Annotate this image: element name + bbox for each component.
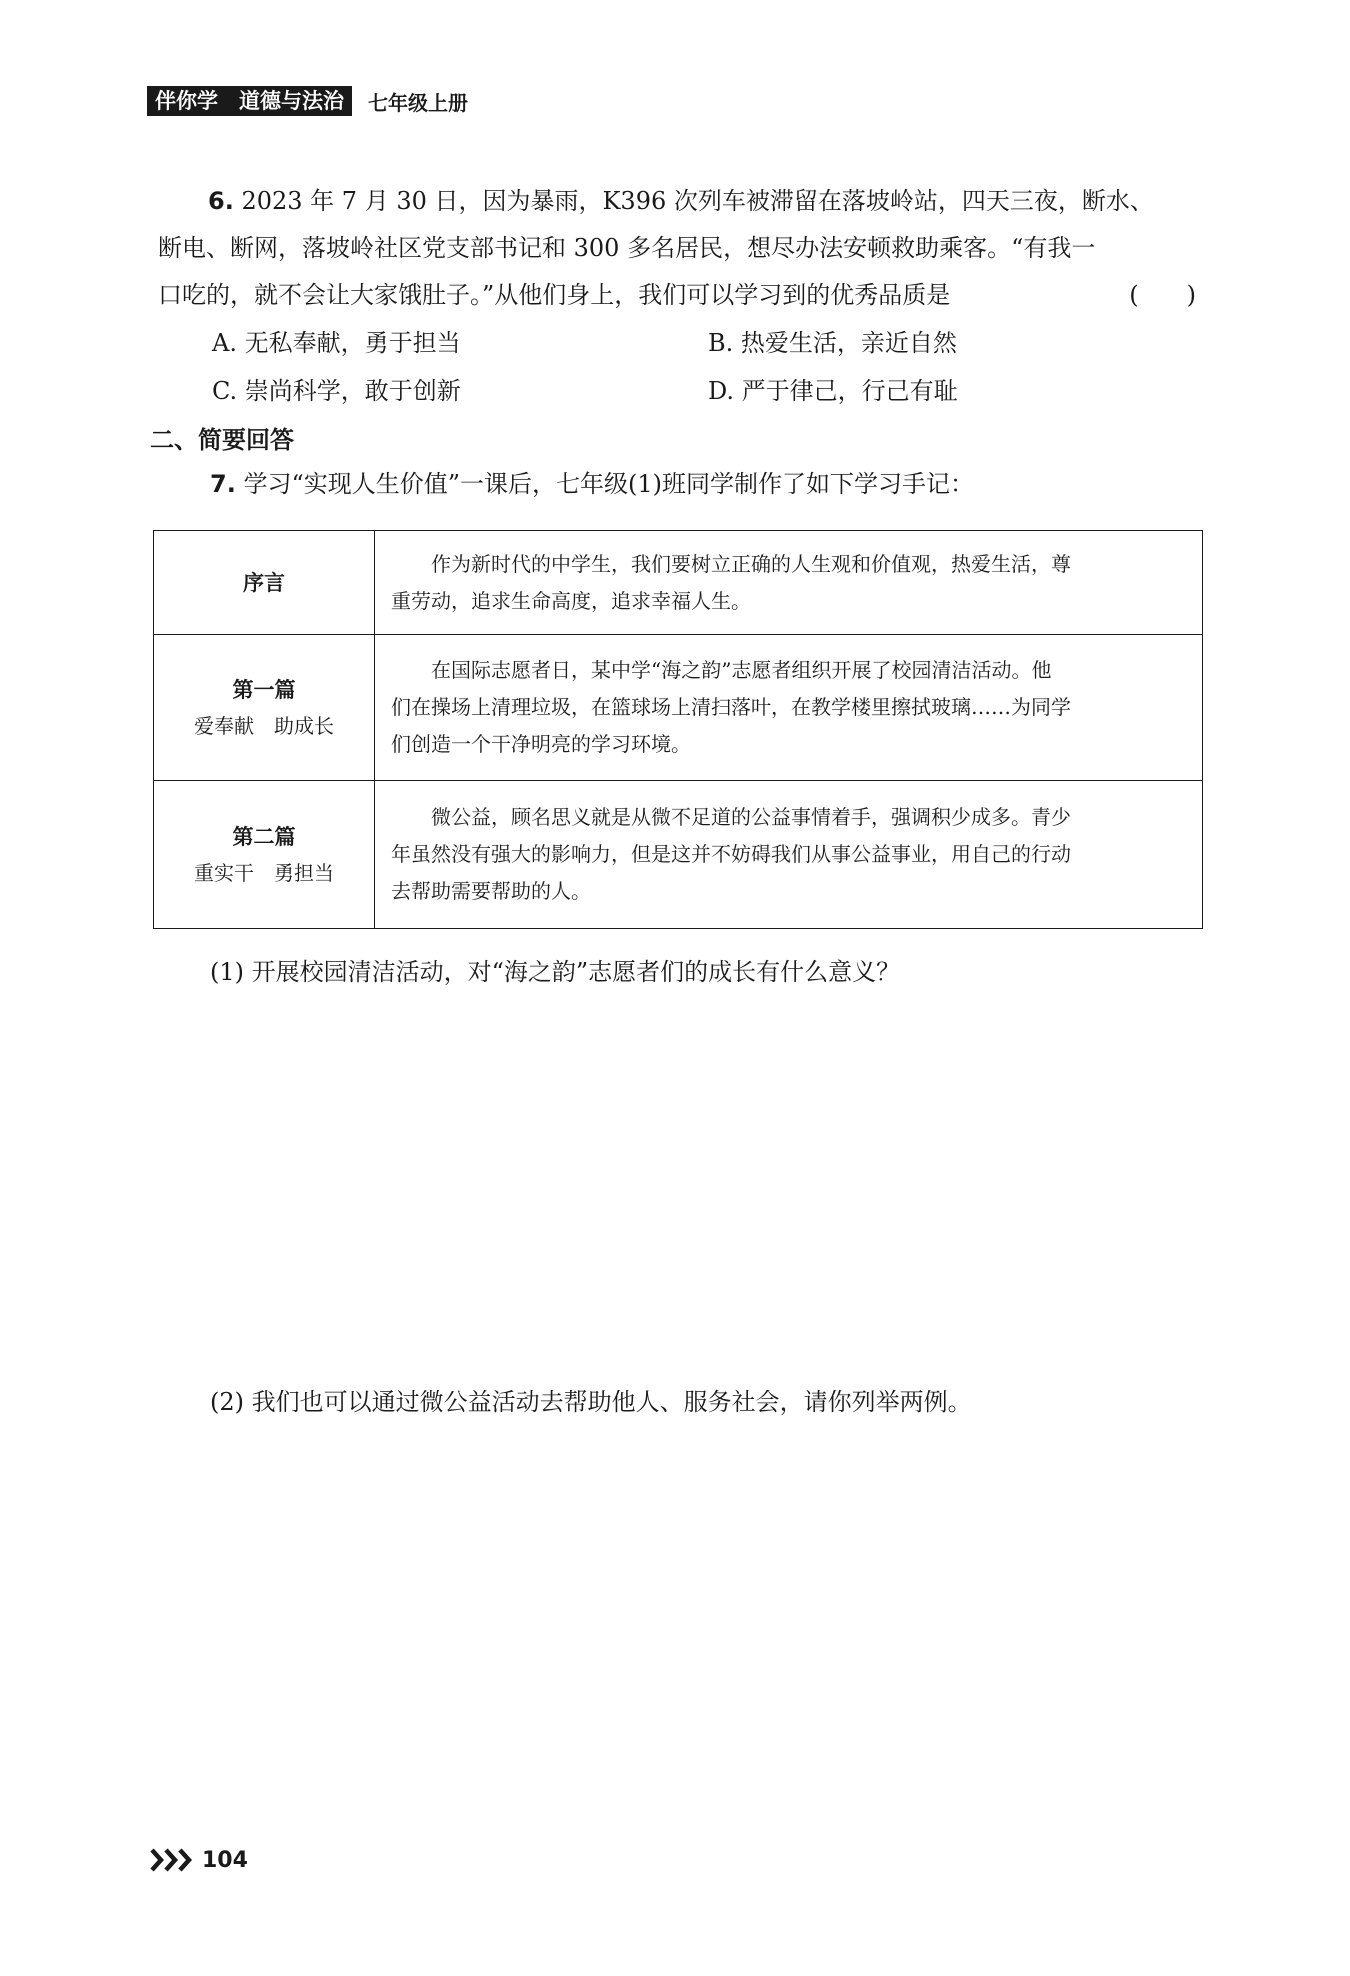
page-number: 104 [202, 1847, 248, 1873]
row-label [154, 781, 375, 929]
page-footer [150, 1847, 248, 1873]
question-7-number: 7. [210, 470, 236, 498]
question-6 [158, 178, 1204, 415]
series-title: 伴你学 道德与法治 [147, 86, 352, 116]
table-row [154, 635, 1203, 781]
answer-parentheses: ( ) [1129, 281, 1196, 309]
option-b: B. 热爱生活，亲近自然 [708, 329, 957, 357]
table-row [154, 531, 1203, 635]
row-subtitle: 重实干 勇担当 [194, 860, 334, 885]
row-label [154, 531, 375, 635]
question-6-number: 6. [208, 187, 234, 215]
question-6-line-1: 6. 2023 年 7 月 30 日，因为暴雨，K396 次列车被滞留在落坡岭站，四天三夜，断水、 [208, 187, 1154, 215]
row-title: 第二篇 [232, 824, 296, 849]
row-label [154, 635, 375, 781]
option-d: D. 严于律己，行己有耻 [708, 377, 958, 405]
section-title: 二、简要回答 [150, 426, 294, 454]
table-row [154, 781, 1203, 929]
question-6-line-2: 断电、断网，落坡岭社区党支部书记和 300 多名居民，想尽办法安顿救助乘客。“有我一 [158, 234, 1096, 262]
question-6-line-3: 口吃的，就不会让大家饿肚子。”从他们身上，我们可以学习到的优秀品质是 ( ) [158, 272, 1204, 319]
study-notes-table [153, 530, 1203, 929]
row-title: 第一篇 [232, 677, 296, 702]
grade-label: 七年级上册 [368, 90, 468, 115]
options-row-1 [158, 319, 1204, 367]
row-content: 微公益，顾名思义就是从微不足道的公益事情着手，强调积少成多。青少 年虽然没有强大的影响力，但是这并不妨碍我们从事公益事业，用自己的行动 去帮助需要帮助的人。 [375, 781, 1203, 929]
page-header [147, 86, 468, 116]
sub-question-2: (2) 我们也可以通过微公益活动去帮助他人、服务社会，请你列举两例。 [210, 1388, 972, 1416]
option-a: A. 无私奉献，勇于担当 [212, 329, 461, 357]
sub-question-1: (1) 开展校园清洁活动，对“海之韵”志愿者们的成长有什么意义？ [210, 958, 901, 986]
row-title: 序言 [243, 570, 285, 595]
question-7-text: 学习“实现人生价值”一课后，七年级(1)班同学制作了如下学习手记： [243, 470, 975, 498]
row-content: 作为新时代的中学生，我们要树立正确的人生观和价值观，热爱生活，尊 重劳动，追求生命高度，追求幸福人生。 [375, 531, 1203, 635]
question-7 [210, 464, 974, 499]
option-c: C. 崇尚科学，敢于创新 [212, 377, 461, 405]
row-content: 在国际志愿者日，某中学“海之韵”志愿者组织开展了校园清洁活动。他 们在操场上清理垃圾，在篮球场上清扫落叶，在教学楼里擦拭玻璃……为同学 们创造一个干净明亮的学习环境。 [375, 635, 1203, 781]
triple-chevron-icon [150, 1847, 198, 1873]
options-row-2 [158, 367, 1204, 415]
row-subtitle: 爱奉献 助成长 [194, 713, 334, 738]
